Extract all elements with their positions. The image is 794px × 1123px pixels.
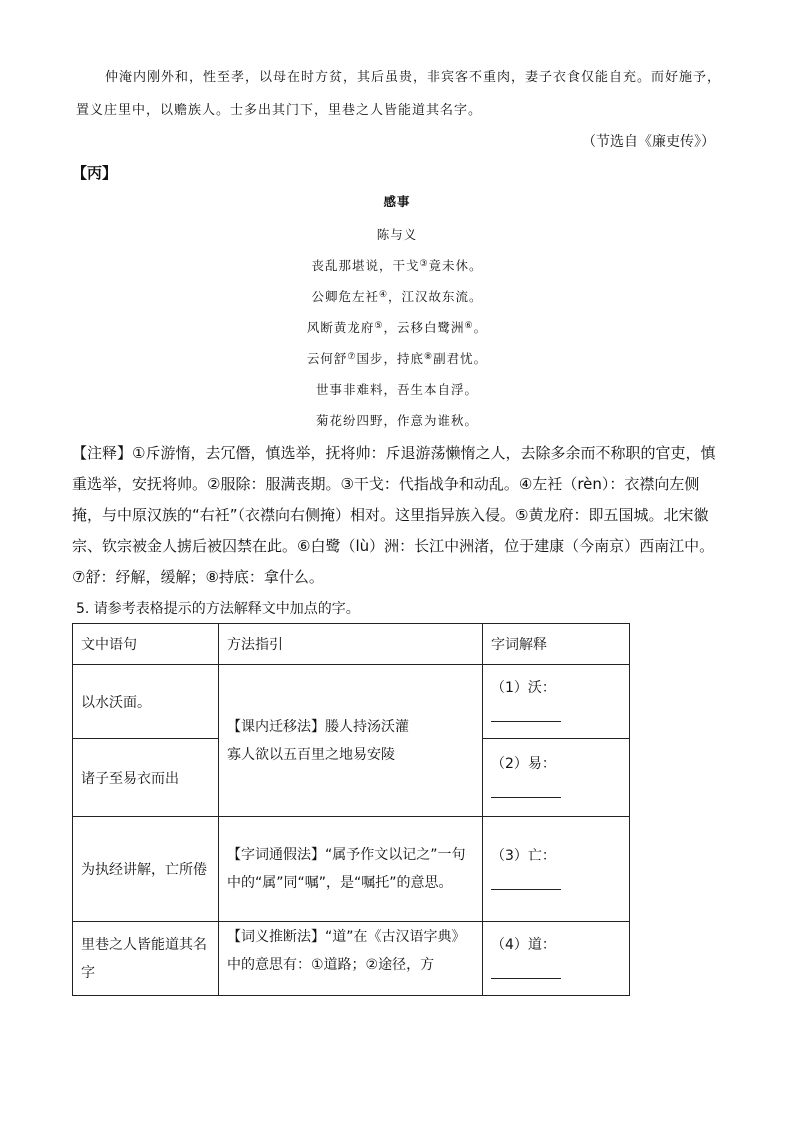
note-marker: ⑤ [374, 321, 384, 331]
answer-cell [483, 665, 630, 739]
note-marker: ⑧ [424, 352, 434, 362]
sentence-cell: 诸子至易衣而出 [73, 739, 219, 817]
poem-author: 陈与义 [376, 227, 418, 242]
table-header-cell: 字词解释 [483, 624, 630, 665]
passage-line-1: 仲淹内刚外和，性至孝，以母在时方贫，其后虽贵，非宾客不重肉，妻子衣食仅能自充。而好施予， [105, 70, 722, 85]
table-row [73, 665, 630, 739]
sentence-cell: 为执经讲解，亡所倦 [73, 817, 219, 922]
method-cell: 【字词通假法】“属予作文以记之”一句中的“属”同“嘱”，是“嘱托”的意思。 [219, 817, 483, 922]
answer-label: （4）道： [491, 937, 556, 953]
method-line: 寡人欲以五百里之地易安陵 [227, 746, 395, 763]
answer-cell [483, 739, 630, 817]
answer-label: （2）易： [491, 756, 556, 772]
note-marker: ④ [378, 290, 389, 300]
table-row [73, 922, 630, 996]
table-header-row [73, 624, 630, 665]
method-cell [219, 922, 483, 996]
answer-blank[interactable] [491, 783, 561, 798]
poem-line: 菊花纷四野，作意为谁秋。 [315, 413, 478, 428]
answer-blank[interactable] [491, 707, 561, 722]
poem-line: 丧乱那堪说，干戈③竟未休。 [311, 258, 483, 273]
annotation-notes: 【注释】①斥游惰，去冗僭，慎选举，抚将帅：斥退游荡懒惰之人，去除多余而不称职的官吏，慎重选举，安抚将帅。②服除：服满丧期。③干戈：代指战争和动乱。④左衽（rèn）：衣襟向左侧掩，与中原汉族的“右衽”（衣襟向右侧掩）相对。这里指异族入侵。⑤黄龙府：即五国城。北宋徽宗、钦宗被金人掳后被囚禁在此。⑥白鹭（lù）洲：长江中洲渚，位于建康（今南京）西南江中。⑦舒：纾解，缓解；⑧持底：拿什么。 [72, 444, 716, 586]
table-row [73, 817, 630, 922]
sentence-cell: 以水沃面。 [73, 665, 219, 739]
poem-line: 云何舒⑦国步，持底⑧副君忧。 [306, 351, 488, 366]
answer-label: （3）亡： [491, 847, 556, 864]
table-header-cell: 方法指引 [219, 624, 483, 665]
note-marker: ⑥ [464, 321, 474, 331]
answer-cell [483, 817, 630, 922]
method-cell [219, 665, 483, 817]
passage-line-2: 置义庄里中，以赡族人。士多出其门下，里巷之人皆能道其名字。 [76, 103, 483, 118]
poem-line: 公卿危左衽④，江汉故东流。 [311, 289, 483, 304]
passage-source: （节选自《廉吏传》） [582, 134, 715, 150]
table-header-cell: 文中语句 [73, 624, 219, 665]
poem-line: 风断黄龙府⑤，云移白鹭洲⑥。 [306, 320, 488, 335]
note-marker: ③ [419, 259, 429, 269]
poem-line: 世事非难料，吾生本自浮。 [315, 382, 478, 397]
answer-blank[interactable] [491, 964, 561, 979]
note-marker: ⑦ [347, 352, 357, 362]
section-label: 【丙】 [72, 164, 118, 182]
method-table [72, 623, 630, 996]
poem-title: 感事 [383, 194, 411, 209]
method-line: 【课内迁移法】媵人持汤沃灌 [227, 718, 409, 735]
sentence-cell: 里巷之人皆能道其名字 [73, 922, 219, 996]
question-5: 5. 请参考表格提示的方法解释文中加点的字。 [76, 601, 360, 617]
answer-label: （1）沃： [491, 680, 556, 696]
method-text: 【词义推断法】“道”在《古汉语字典》中的意思有：①道路；②途径，方 [227, 928, 466, 973]
answer-cell [483, 922, 630, 996]
answer-blank[interactable] [491, 875, 561, 890]
